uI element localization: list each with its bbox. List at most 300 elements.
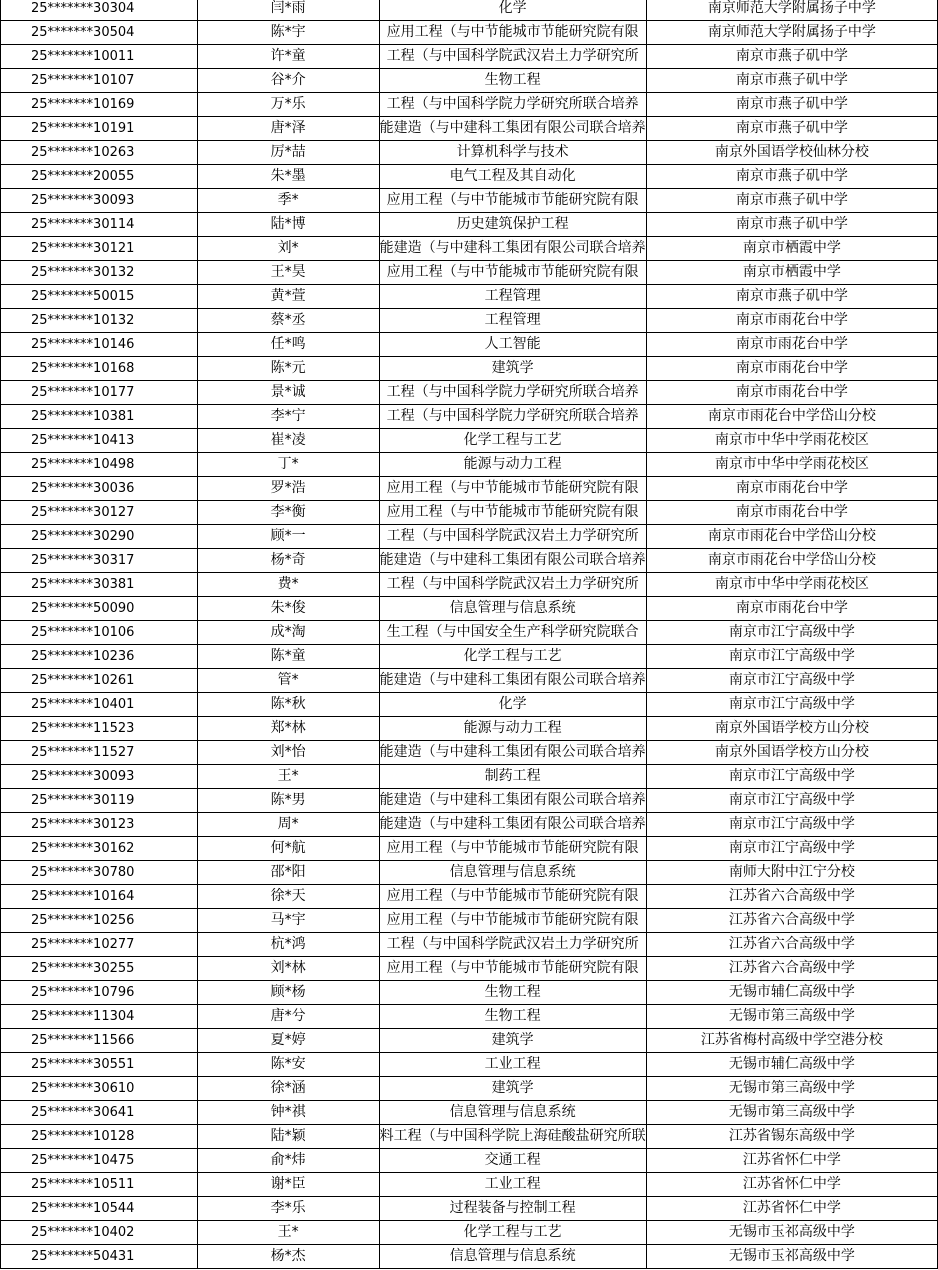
cell-major[interactable] xyxy=(379,885,646,909)
major-clip xyxy=(380,69,646,92)
major-clip xyxy=(380,237,646,260)
cell-exam-id[interactable]: 25*******10011 xyxy=(1,45,198,69)
cell-exam-id[interactable]: 25*******10169 xyxy=(1,93,198,117)
cell-exam-id[interactable]: 25*******30381 xyxy=(1,573,198,597)
cell-student-name[interactable]: 朱*墨 xyxy=(197,165,379,189)
cell-major[interactable] xyxy=(379,765,646,789)
table-row xyxy=(1,1005,938,1029)
major-text: 能建造（与中建科工集团有限公司联合培养 xyxy=(379,120,646,136)
cell-major[interactable] xyxy=(379,789,646,813)
table-row xyxy=(1,261,938,285)
cell-school[interactable]: 无锡市辅仁高级中学 xyxy=(646,981,937,1005)
major-clip xyxy=(380,45,646,68)
cell-exam-id[interactable]: 25*******10128 xyxy=(1,1125,198,1149)
cell-exam-id[interactable]: 25*******10164 xyxy=(1,885,198,909)
cell-student-name[interactable]: 李*衡 xyxy=(197,501,379,525)
table-row xyxy=(1,813,938,837)
cell-student-name[interactable]: 杨*奇 xyxy=(197,549,379,573)
cell-exam-id[interactable]: 25*******50431 xyxy=(1,1245,198,1269)
cell-school[interactable]: 南京市中华中学雨花校区 xyxy=(646,429,937,453)
cell-school[interactable]: 南京市燕子矶中学 xyxy=(646,213,937,237)
cell-school[interactable]: 南京市雨花台中学 xyxy=(646,333,937,357)
cell-major[interactable] xyxy=(379,1173,646,1197)
cell-major[interactable] xyxy=(379,405,646,429)
table-row xyxy=(1,1101,938,1125)
major-text: 应用工程（与中节能城市节能研究院有限 xyxy=(386,912,639,928)
cell-major[interactable] xyxy=(379,957,646,981)
major-text: 工程管理 xyxy=(484,312,541,328)
cell-school[interactable]: 南京市雨花台中学 xyxy=(646,477,937,501)
cell-major[interactable] xyxy=(379,525,646,549)
cell-student-name[interactable]: 管* xyxy=(197,669,379,693)
cell-major[interactable] xyxy=(379,1053,646,1077)
cell-school[interactable]: 无锡市玉祁高级中学 xyxy=(646,1245,937,1269)
cell-school[interactable]: 南京市雨花台中学 xyxy=(646,381,937,405)
cell-school[interactable]: 南京市燕子矶中学 xyxy=(646,285,937,309)
cell-student-name[interactable]: 谷*介 xyxy=(197,69,379,93)
cell-major[interactable] xyxy=(379,0,646,21)
table-row xyxy=(1,285,938,309)
cell-school[interactable]: 南京市栖霞中学 xyxy=(646,237,937,261)
cell-exam-id[interactable]: 25*******10413 xyxy=(1,429,198,453)
cell-student-name[interactable]: 王*昊 xyxy=(197,261,379,285)
cell-student-name[interactable]: 王* xyxy=(197,1221,379,1245)
cell-student-name[interactable]: 李*乐 xyxy=(197,1197,379,1221)
cell-student-name[interactable]: 许*童 xyxy=(197,45,379,69)
major-text: 能建造（与中建科工集团有限公司联合培养 xyxy=(379,240,646,256)
cell-exam-id[interactable]: 25*******10177 xyxy=(1,381,198,405)
cell-exam-id[interactable]: 25*******30036 xyxy=(1,477,198,501)
cell-student-name[interactable]: 陈*元 xyxy=(197,357,379,381)
cell-school[interactable]: 南京市江宁高级中学 xyxy=(646,645,937,669)
cell-student-name[interactable]: 夏*婷 xyxy=(197,1029,379,1053)
cell-exam-id[interactable]: 25*******11527 xyxy=(1,741,198,765)
cell-exam-id[interactable]: 25*******10544 xyxy=(1,1197,198,1221)
cell-student-name[interactable]: 马*宇 xyxy=(197,909,379,933)
cell-student-name[interactable]: 黄*萱 xyxy=(197,285,379,309)
cell-exam-id[interactable]: 25*******11523 xyxy=(1,717,198,741)
table-row xyxy=(1,573,938,597)
cell-major[interactable] xyxy=(379,141,646,165)
table-row xyxy=(1,453,938,477)
cell-school[interactable]: 南京市燕子矶中学 xyxy=(646,117,937,141)
cell-student-name[interactable]: 成*淘 xyxy=(197,621,379,645)
major-text: 信息管理与信息系统 xyxy=(449,864,576,880)
major-clip xyxy=(380,501,646,524)
major-clip xyxy=(380,405,646,428)
cell-exam-id[interactable]: 25*******10191 xyxy=(1,117,198,141)
cell-exam-id[interactable]: 25*******10498 xyxy=(1,453,198,477)
major-clip xyxy=(380,0,646,20)
major-clip xyxy=(380,141,646,164)
cell-major[interactable] xyxy=(379,933,646,957)
cell-student-name[interactable]: 唐*兮 xyxy=(197,1005,379,1029)
cell-student-name[interactable]: 钟*祺 xyxy=(197,1101,379,1125)
cell-major[interactable] xyxy=(379,189,646,213)
major-clip xyxy=(380,981,646,1004)
cell-major[interactable] xyxy=(379,741,646,765)
table-row xyxy=(1,405,938,429)
major-clip xyxy=(380,717,646,740)
major-text: 工程（与中国科学院力学研究所联合培养 xyxy=(386,96,639,112)
major-text: 能建造（与中建科工集团有限公司联合培养 xyxy=(379,552,646,568)
cell-exam-id[interactable]: 25*******30114 xyxy=(1,213,198,237)
major-clip xyxy=(380,453,646,476)
cell-exam-id[interactable]: 25*******10236 xyxy=(1,645,198,669)
cell-major[interactable] xyxy=(379,333,646,357)
cell-school[interactable]: 南京外国语学校仙林分校 xyxy=(646,141,937,165)
cell-exam-id[interactable]: 25*******10402 xyxy=(1,1221,198,1245)
cell-school[interactable]: 南京市雨花台中学岱山分校 xyxy=(646,525,937,549)
table-row xyxy=(1,525,938,549)
major-clip xyxy=(380,1245,646,1268)
cell-exam-id[interactable]: 25*******30551 xyxy=(1,1053,198,1077)
cell-major[interactable] xyxy=(379,669,646,693)
major-text: 能建造（与中建科工集团有限公司联合培养 xyxy=(379,816,646,832)
cell-exam-id[interactable]: 25*******10146 xyxy=(1,333,198,357)
cell-student-name[interactable]: 厉*喆 xyxy=(197,141,379,165)
cell-student-name[interactable]: 费* xyxy=(197,573,379,597)
cell-school[interactable]: 江苏省六合高级中学 xyxy=(646,957,937,981)
cell-major[interactable] xyxy=(379,429,646,453)
major-clip xyxy=(380,597,646,620)
cell-student-name[interactable]: 何*航 xyxy=(197,837,379,861)
cell-exam-id[interactable]: 25*******10256 xyxy=(1,909,198,933)
cell-major[interactable] xyxy=(379,621,646,645)
cell-major[interactable] xyxy=(379,981,646,1005)
table-row xyxy=(1,741,938,765)
table-row xyxy=(1,0,938,21)
cell-major[interactable] xyxy=(379,837,646,861)
cell-major[interactable] xyxy=(379,693,646,717)
cell-school[interactable]: 江苏省六合高级中学 xyxy=(646,909,937,933)
major-clip xyxy=(380,1101,646,1124)
cell-school[interactable]: 南京市雨花台中学 xyxy=(646,501,937,525)
table-row xyxy=(1,1221,938,1245)
cell-major[interactable] xyxy=(379,357,646,381)
cell-school[interactable]: 南京外国语学校方山分校 xyxy=(646,741,937,765)
cell-major[interactable] xyxy=(379,165,646,189)
cell-major[interactable] xyxy=(379,1197,646,1221)
major-clip xyxy=(380,789,646,812)
major-text: 工程（与中国科学院力学研究所联合培养 xyxy=(386,408,639,424)
major-clip xyxy=(380,477,646,500)
cell-school[interactable]: 无锡市第三高级中学 xyxy=(646,1101,937,1125)
cell-school[interactable]: 南师大附中江宁分校 xyxy=(646,861,937,885)
cell-exam-id[interactable]: 25*******10511 xyxy=(1,1173,198,1197)
major-clip xyxy=(380,1149,646,1172)
major-text: 信息管理与信息系统 xyxy=(449,600,576,616)
major-clip xyxy=(380,525,646,548)
table-row xyxy=(1,1125,938,1149)
major-text: 工程管理 xyxy=(484,288,541,304)
major-text: 应用工程（与中节能城市节能研究院有限 xyxy=(386,888,639,904)
cell-school[interactable]: 南京市雨花台中学 xyxy=(646,309,937,333)
cell-school[interactable]: 江苏省锡东高级中学 xyxy=(646,1125,937,1149)
major-text: 过程装备与控制工程 xyxy=(449,1200,576,1216)
cell-school[interactable]: 江苏省怀仁中学 xyxy=(646,1149,937,1173)
table-row xyxy=(1,213,938,237)
cell-exam-id[interactable]: 25*******50090 xyxy=(1,597,198,621)
cell-exam-id[interactable]: 25*******10381 xyxy=(1,405,198,429)
cell-exam-id[interactable]: 25*******30093 xyxy=(1,765,198,789)
cell-school[interactable]: 南京市江宁高级中学 xyxy=(646,621,937,645)
cell-exam-id[interactable]: 25*******10132 xyxy=(1,309,198,333)
table-row xyxy=(1,477,938,501)
cell-major[interactable] xyxy=(379,21,646,45)
cell-exam-id[interactable]: 25*******10261 xyxy=(1,669,198,693)
cell-exam-id[interactable]: 25*******30317 xyxy=(1,549,198,573)
cell-school[interactable]: 江苏省梅村高级中学空港分校 xyxy=(646,1029,937,1053)
cell-school[interactable]: 南京市江宁高级中学 xyxy=(646,765,937,789)
cell-major[interactable] xyxy=(379,45,646,69)
cell-school[interactable]: 南京市燕子矶中学 xyxy=(646,165,937,189)
cell-student-name[interactable]: 任*鸣 xyxy=(197,333,379,357)
major-clip xyxy=(380,309,646,332)
table-row xyxy=(1,1149,938,1173)
cell-major[interactable] xyxy=(379,117,646,141)
major-text: 生工程（与中国安全生产科学研究院联合 xyxy=(386,624,639,640)
cell-major[interactable] xyxy=(379,645,646,669)
cell-exam-id[interactable]: 25*******11304 xyxy=(1,1005,198,1029)
cell-major[interactable] xyxy=(379,285,646,309)
cell-student-name[interactable]: 崔*凌 xyxy=(197,429,379,453)
cell-major[interactable] xyxy=(379,453,646,477)
cell-school[interactable]: 无锡市玉祁高级中学 xyxy=(646,1221,937,1245)
cell-exam-id[interactable]: 25*******50015 xyxy=(1,285,198,309)
cell-student-name[interactable]: 陆*博 xyxy=(197,213,379,237)
cell-school[interactable]: 无锡市第三高级中学 xyxy=(646,1077,937,1101)
cell-major[interactable] xyxy=(379,861,646,885)
cell-school[interactable]: 无锡市第三高级中学 xyxy=(646,1005,937,1029)
cell-student-name[interactable]: 季* xyxy=(197,189,379,213)
cell-student-name[interactable]: 陈*安 xyxy=(197,1053,379,1077)
major-clip xyxy=(380,669,646,692)
cell-exam-id[interactable]: 25*******10168 xyxy=(1,357,198,381)
table-row xyxy=(1,597,938,621)
cell-exam-id[interactable]: 25*******30504 xyxy=(1,21,198,45)
cell-student-name[interactable]: 王* xyxy=(197,765,379,789)
cell-exam-id[interactable]: 25*******30641 xyxy=(1,1101,198,1125)
cell-exam-id[interactable]: 25*******30132 xyxy=(1,261,198,285)
cell-school[interactable]: 南京市中华中学雨花校区 xyxy=(646,573,937,597)
cell-major[interactable] xyxy=(379,213,646,237)
table-row xyxy=(1,885,938,909)
cell-school[interactable]: 无锡市辅仁高级中学 xyxy=(646,1053,937,1077)
cell-major[interactable] xyxy=(379,1125,646,1149)
major-clip xyxy=(380,381,646,404)
major-text: 计算机科学与技术 xyxy=(456,144,569,160)
cell-school[interactable]: 南京市雨花台中学 xyxy=(646,597,937,621)
table-row xyxy=(1,45,938,69)
cell-student-name[interactable]: 唐*泽 xyxy=(197,117,379,141)
cell-major[interactable] xyxy=(379,1005,646,1029)
cell-school[interactable]: 南京外国语学校方山分校 xyxy=(646,717,937,741)
cell-school[interactable]: 江苏省怀仁中学 xyxy=(646,1197,937,1221)
major-clip xyxy=(380,885,646,908)
cell-student-name[interactable]: 杨*杰 xyxy=(197,1245,379,1269)
cell-exam-id[interactable]: 25*******10796 xyxy=(1,981,198,1005)
cell-exam-id[interactable]: 25*******10107 xyxy=(1,69,198,93)
major-clip xyxy=(380,957,646,980)
cell-student-name[interactable]: 陆*颖 xyxy=(197,1125,379,1149)
cell-exam-id[interactable]: 25*******30290 xyxy=(1,525,198,549)
cell-school[interactable]: 南京师范大学附属扬子中学 xyxy=(646,21,937,45)
major-text: 建筑学 xyxy=(491,1080,534,1096)
major-text: 工程（与中国科学院武汉岩土力学研究所 xyxy=(386,528,639,544)
table-row xyxy=(1,669,938,693)
table-row xyxy=(1,1029,938,1053)
cell-school[interactable]: 南京市中华中学雨花校区 xyxy=(646,453,937,477)
cell-exam-id[interactable]: 25*******10277 xyxy=(1,933,198,957)
cell-school[interactable]: 南京市江宁高级中学 xyxy=(646,837,937,861)
cell-school[interactable]: 江苏省六合高级中学 xyxy=(646,933,937,957)
table-row xyxy=(1,69,938,93)
major-clip xyxy=(380,909,646,932)
table-row xyxy=(1,237,938,261)
major-clip xyxy=(380,1077,646,1100)
cell-exam-id[interactable]: 25*******30121 xyxy=(1,237,198,261)
cell-school[interactable]: 南京市雨花台中学岱山分校 xyxy=(646,405,937,429)
cell-student-name[interactable]: 俞*炜 xyxy=(197,1149,379,1173)
cell-student-name[interactable]: 邵*阳 xyxy=(197,861,379,885)
cell-student-name[interactable]: 刘*怡 xyxy=(197,741,379,765)
cell-school[interactable]: 南京市江宁高级中学 xyxy=(646,789,937,813)
cell-major[interactable] xyxy=(379,909,646,933)
cell-major[interactable] xyxy=(379,69,646,93)
table-row xyxy=(1,1077,938,1101)
cell-student-name[interactable]: 陈*秋 xyxy=(197,693,379,717)
cell-exam-id[interactable]: 25*******10401 xyxy=(1,693,198,717)
cell-major[interactable] xyxy=(379,549,646,573)
cell-major[interactable] xyxy=(379,1101,646,1125)
cell-student-name[interactable]: 景*诚 xyxy=(197,381,379,405)
cell-exam-id[interactable]: 25*******30162 xyxy=(1,837,198,861)
cell-school[interactable]: 南京市江宁高级中学 xyxy=(646,693,937,717)
table-row xyxy=(1,957,938,981)
cell-major[interactable] xyxy=(379,1221,646,1245)
cell-student-name[interactable]: 杭*鸿 xyxy=(197,933,379,957)
cell-student-name[interactable]: 陈*童 xyxy=(197,645,379,669)
cell-school[interactable]: 南京市栖霞中学 xyxy=(646,261,937,285)
cell-student-name[interactable]: 周* xyxy=(197,813,379,837)
major-text: 人工智能 xyxy=(484,336,541,352)
major-text: 电气工程及其自动化 xyxy=(449,168,576,184)
cell-student-name[interactable]: 郑*林 xyxy=(197,717,379,741)
cell-school[interactable]: 南京市燕子矶中学 xyxy=(646,93,937,117)
cell-major[interactable] xyxy=(379,237,646,261)
table-row xyxy=(1,357,938,381)
cell-student-name[interactable]: 闫*雨 xyxy=(197,0,379,21)
cell-exam-id[interactable]: 25*******10475 xyxy=(1,1149,198,1173)
cell-student-name[interactable]: 谢*臣 xyxy=(197,1173,379,1197)
cell-student-name[interactable]: 罗*浩 xyxy=(197,477,379,501)
major-clip xyxy=(380,693,646,716)
major-text: 交通工程 xyxy=(484,1152,541,1168)
cell-exam-id[interactable]: 25*******30304 xyxy=(1,0,198,21)
major-clip xyxy=(380,645,646,668)
cell-exam-id[interactable]: 25*******10106 xyxy=(1,621,198,645)
cell-student-name[interactable]: 顾*一 xyxy=(197,525,379,549)
cell-major[interactable] xyxy=(379,309,646,333)
cell-major[interactable] xyxy=(379,813,646,837)
major-clip xyxy=(380,189,646,212)
cell-major[interactable] xyxy=(379,573,646,597)
cell-exam-id[interactable]: 25*******30123 xyxy=(1,813,198,837)
cell-major[interactable] xyxy=(379,717,646,741)
cell-school[interactable]: 南京市雨花台中学 xyxy=(646,357,937,381)
table-row xyxy=(1,165,938,189)
major-clip xyxy=(380,213,646,236)
cell-exam-id[interactable]: 25*******30780 xyxy=(1,861,198,885)
cell-major[interactable] xyxy=(379,381,646,405)
cell-school[interactable]: 南京市燕子矶中学 xyxy=(646,189,937,213)
cell-major[interactable] xyxy=(379,597,646,621)
cell-student-name[interactable]: 刘* xyxy=(197,237,379,261)
cell-exam-id[interactable]: 25*******30255 xyxy=(1,957,198,981)
cell-major[interactable] xyxy=(379,1149,646,1173)
cell-school[interactable]: 南京师范大学附属扬子中学 xyxy=(646,0,937,21)
major-text: 工程（与中国科学院力学研究所联合培养 xyxy=(386,384,639,400)
cell-student-name[interactable]: 顾*杨 xyxy=(197,981,379,1005)
cell-exam-id[interactable]: 25*******30127 xyxy=(1,501,198,525)
cell-major[interactable] xyxy=(379,1245,646,1269)
cell-student-name[interactable]: 蔡*丞 xyxy=(197,309,379,333)
table-row xyxy=(1,765,938,789)
cell-student-name[interactable]: 万*乐 xyxy=(197,93,379,117)
major-text: 能建造（与中建科工集团有限公司联合培养 xyxy=(379,744,646,760)
major-clip xyxy=(380,933,646,956)
major-text: 建筑学 xyxy=(491,1032,534,1048)
cell-major[interactable] xyxy=(379,1077,646,1101)
major-clip xyxy=(380,1197,646,1220)
table-row xyxy=(1,141,938,165)
cell-major[interactable] xyxy=(379,93,646,117)
cell-exam-id[interactable]: 25*******30610 xyxy=(1,1077,198,1101)
cell-school[interactable]: 南京市雨花台中学岱山分校 xyxy=(646,549,937,573)
cell-school[interactable]: 南京市燕子矶中学 xyxy=(646,45,937,69)
cell-exam-id[interactable]: 25*******11566 xyxy=(1,1029,198,1053)
cell-student-name[interactable]: 朱*俊 xyxy=(197,597,379,621)
cell-school[interactable]: 南京市燕子矶中学 xyxy=(646,69,937,93)
major-clip xyxy=(380,261,646,284)
cell-exam-id[interactable]: 25*******20055 xyxy=(1,165,198,189)
cell-major[interactable] xyxy=(379,1029,646,1053)
cell-major[interactable] xyxy=(379,477,646,501)
cell-student-name[interactable]: 刘*林 xyxy=(197,957,379,981)
cell-student-name[interactable]: 丁* xyxy=(197,453,379,477)
cell-major[interactable] xyxy=(379,501,646,525)
table-row xyxy=(1,645,938,669)
cell-exam-id[interactable]: 25*******10263 xyxy=(1,141,198,165)
cell-student-name[interactable]: 徐*天 xyxy=(197,885,379,909)
cell-exam-id[interactable]: 25*******30093 xyxy=(1,189,198,213)
cell-school[interactable]: 江苏省怀仁中学 xyxy=(646,1173,937,1197)
major-text: 化学 xyxy=(498,696,527,712)
cell-student-name[interactable]: 陈*宇 xyxy=(197,21,379,45)
table-row xyxy=(1,501,938,525)
major-text: 应用工程（与中节能城市节能研究院有限 xyxy=(386,960,639,976)
cell-exam-id[interactable]: 25*******30119 xyxy=(1,789,198,813)
cell-student-name[interactable]: 李*宁 xyxy=(197,405,379,429)
cell-student-name[interactable]: 徐*涵 xyxy=(197,1077,379,1101)
cell-school[interactable]: 南京市江宁高级中学 xyxy=(646,669,937,693)
cell-school[interactable]: 南京市江宁高级中学 xyxy=(646,813,937,837)
cell-student-name[interactable]: 陈*男 xyxy=(197,789,379,813)
cell-major[interactable] xyxy=(379,261,646,285)
major-clip xyxy=(380,837,646,860)
cell-school[interactable]: 江苏省六合高级中学 xyxy=(646,885,937,909)
